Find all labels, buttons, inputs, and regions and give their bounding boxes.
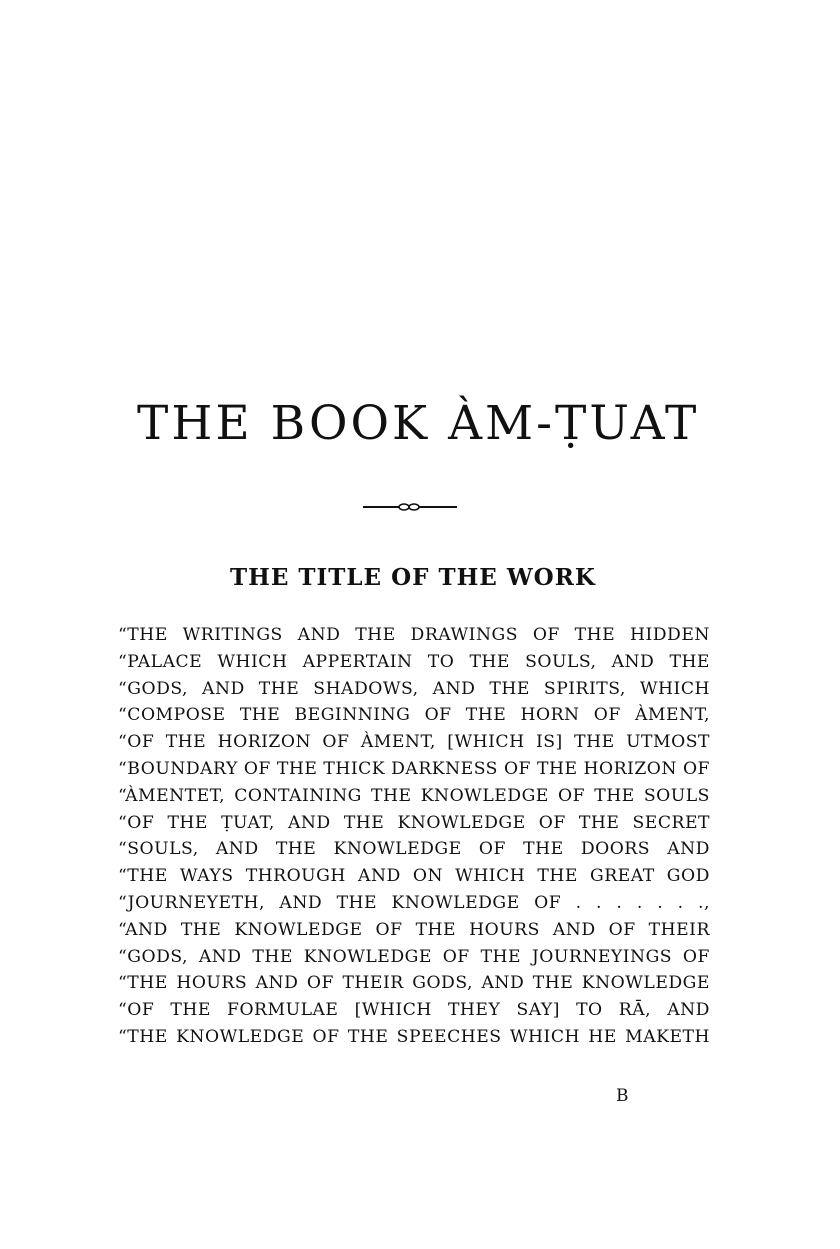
word: “THE bbox=[118, 866, 168, 887]
text-line bbox=[118, 863, 710, 890]
word: HOURS bbox=[469, 919, 540, 940]
word: ÀMENT, bbox=[360, 732, 436, 753]
word: AND bbox=[198, 946, 242, 967]
word: OF bbox=[558, 785, 586, 806]
text-line bbox=[118, 729, 710, 756]
word: HIDDEN bbox=[630, 625, 710, 645]
word: SAY] bbox=[516, 1000, 560, 1021]
word: KNOWLEDGE bbox=[420, 785, 549, 806]
word: THE bbox=[415, 919, 457, 940]
word: THE bbox=[489, 678, 530, 699]
word: THE bbox=[180, 919, 222, 940]
word: “GODS, bbox=[118, 946, 189, 967]
word: THROUGH bbox=[245, 866, 346, 887]
word: WAYS bbox=[179, 866, 234, 887]
word: AND bbox=[279, 892, 323, 913]
text-line bbox=[118, 783, 710, 810]
word: AND bbox=[667, 1000, 710, 1021]
word: THE bbox=[537, 758, 578, 779]
page-title: THE BOOK ÀM-ṬUAT bbox=[137, 396, 700, 451]
body-text bbox=[118, 622, 710, 1051]
word: THE bbox=[574, 625, 616, 645]
text-line bbox=[118, 622, 710, 649]
word: THE bbox=[532, 973, 574, 994]
word: THEIR bbox=[648, 919, 710, 940]
word: [WHICH bbox=[447, 732, 525, 753]
word: . bbox=[677, 892, 684, 913]
text-line bbox=[118, 1024, 710, 1051]
word: WRITINGS bbox=[182, 625, 283, 645]
word: KNOWLEDGE bbox=[303, 946, 432, 967]
word: SPIRITS, bbox=[543, 678, 626, 699]
text-line bbox=[118, 676, 710, 703]
word: THE bbox=[258, 678, 300, 699]
text-line bbox=[118, 944, 710, 971]
word: . bbox=[616, 892, 623, 913]
word: THE bbox=[336, 892, 378, 913]
text-line bbox=[118, 649, 710, 676]
word: “THE bbox=[118, 973, 168, 994]
word: AND bbox=[667, 839, 710, 860]
word: THE bbox=[469, 651, 510, 672]
word: THE bbox=[275, 839, 317, 860]
word: OF bbox=[534, 892, 562, 913]
word: AND bbox=[215, 839, 259, 860]
word: “JOURNEYETH, bbox=[118, 892, 265, 913]
word: DARKNESS bbox=[391, 758, 498, 779]
word: OF bbox=[442, 946, 470, 967]
word: ÀMENT, bbox=[635, 705, 710, 726]
section-title: THE TITLE OF THE WORK bbox=[230, 564, 596, 591]
text-line bbox=[118, 997, 710, 1024]
word: AND bbox=[358, 866, 401, 887]
word: THE bbox=[574, 732, 615, 753]
word: OF bbox=[682, 758, 710, 779]
word: DOORS bbox=[580, 839, 651, 860]
word: OF bbox=[478, 839, 506, 860]
word: “ÀMENTET, bbox=[118, 785, 226, 806]
text-line bbox=[118, 836, 710, 863]
word: SOULS bbox=[643, 785, 710, 806]
text-line bbox=[118, 970, 710, 997]
word: OF bbox=[243, 758, 271, 779]
word: THE bbox=[578, 812, 620, 833]
word: THEIR bbox=[342, 973, 404, 994]
word: WHICH bbox=[217, 651, 288, 672]
word: HORIZON bbox=[217, 732, 312, 753]
word: [WHICH bbox=[354, 1000, 432, 1021]
word: WHICH bbox=[455, 866, 526, 887]
word: OF bbox=[682, 946, 710, 967]
word: AND bbox=[552, 919, 596, 940]
word: ṬUAT, bbox=[221, 812, 275, 833]
word: AND bbox=[255, 973, 299, 994]
word: THE bbox=[465, 705, 507, 726]
text-line bbox=[118, 890, 710, 917]
word: DRAWINGS bbox=[410, 625, 518, 645]
signature-mark: B bbox=[616, 1086, 629, 1106]
word: OF bbox=[538, 812, 566, 833]
word: THE bbox=[165, 732, 207, 753]
word: GREAT bbox=[590, 866, 655, 887]
word: OF bbox=[312, 1026, 340, 1047]
word: KNOWLEDGE bbox=[176, 1026, 305, 1047]
word: AND bbox=[481, 973, 525, 994]
word: “OF bbox=[118, 1000, 155, 1021]
word: AND bbox=[432, 678, 476, 699]
word: JOURNEYINGS bbox=[531, 946, 673, 967]
word: THE bbox=[167, 812, 208, 833]
word: GODS, bbox=[412, 973, 473, 994]
word: “PALACE bbox=[118, 651, 203, 672]
word: HORN bbox=[520, 705, 580, 726]
word: . bbox=[575, 892, 582, 913]
word: THICK bbox=[323, 758, 386, 779]
word: UTMOST bbox=[626, 732, 710, 753]
word: RĀ, bbox=[618, 1000, 652, 1021]
word: ON bbox=[412, 866, 444, 887]
word: OF bbox=[375, 919, 403, 940]
word: OF bbox=[424, 705, 452, 726]
word: THE bbox=[523, 839, 564, 860]
word: ., bbox=[698, 892, 710, 913]
word: AND bbox=[611, 651, 655, 672]
word: FORMULAE bbox=[227, 1000, 339, 1021]
word: THE bbox=[480, 946, 522, 967]
word: KNOWLEDGE bbox=[333, 839, 462, 860]
word: “GODS, bbox=[118, 678, 189, 699]
word: “OF bbox=[118, 812, 155, 833]
word: THE bbox=[594, 785, 635, 806]
word: SHADOWS, bbox=[313, 678, 419, 699]
word: KNOWLEDGE bbox=[581, 973, 710, 994]
word: TO bbox=[576, 1000, 603, 1021]
word: BEGINNING bbox=[294, 705, 411, 726]
word: “THE bbox=[118, 1026, 168, 1047]
word: THE bbox=[239, 705, 281, 726]
word: OF bbox=[503, 758, 531, 779]
word: AND bbox=[202, 678, 245, 699]
word: THE bbox=[343, 812, 385, 833]
word: THE bbox=[537, 866, 578, 887]
word: SECRET bbox=[632, 812, 710, 833]
word: KNOWLEDGE bbox=[391, 892, 520, 913]
word: THE bbox=[669, 651, 710, 672]
word: WHICH bbox=[639, 678, 710, 699]
word: GOD bbox=[666, 866, 710, 887]
word: THE bbox=[252, 946, 293, 967]
ornament-divider-icon bbox=[363, 500, 457, 514]
word: AND bbox=[297, 625, 341, 645]
word: IS] bbox=[535, 732, 563, 753]
word: KNOWLEDGE bbox=[397, 812, 526, 833]
word: KNOWLEDGE bbox=[234, 919, 363, 940]
text-line bbox=[118, 756, 710, 783]
word: HOURS bbox=[176, 973, 248, 994]
text-line bbox=[118, 917, 710, 944]
word: WHICH bbox=[509, 1026, 580, 1047]
word: “THE bbox=[118, 625, 168, 645]
word: TO bbox=[427, 651, 455, 672]
word: OF bbox=[306, 973, 334, 994]
word: CONTAINING bbox=[234, 785, 362, 806]
word: OF bbox=[608, 919, 636, 940]
word: “BOUNDARY bbox=[118, 758, 238, 779]
word: APPERTAIN bbox=[302, 651, 413, 672]
word: HE bbox=[588, 1026, 617, 1047]
word: HORIZON bbox=[583, 758, 677, 779]
word: THE bbox=[347, 1026, 389, 1047]
word: “COMPOSE bbox=[118, 705, 226, 726]
word: MAKETH bbox=[625, 1026, 710, 1047]
word: OF bbox=[593, 705, 621, 726]
text-line bbox=[118, 702, 710, 729]
word: THE bbox=[371, 785, 412, 806]
word: SOULS, bbox=[525, 651, 597, 672]
word: THE bbox=[170, 1000, 211, 1021]
word: SPEECHES bbox=[396, 1026, 502, 1047]
word: . bbox=[657, 892, 664, 913]
word: AND bbox=[287, 812, 331, 833]
word: THEY bbox=[447, 1000, 501, 1021]
word: THE bbox=[276, 758, 318, 779]
word: THE bbox=[355, 625, 396, 645]
word: “SOULS, bbox=[118, 839, 199, 860]
word: OF bbox=[532, 625, 560, 645]
text-line bbox=[118, 810, 710, 837]
word: “OF bbox=[118, 732, 155, 753]
word: OF bbox=[322, 732, 350, 753]
word: “AND bbox=[118, 919, 168, 940]
word: . bbox=[636, 892, 643, 913]
word: . bbox=[596, 892, 602, 913]
